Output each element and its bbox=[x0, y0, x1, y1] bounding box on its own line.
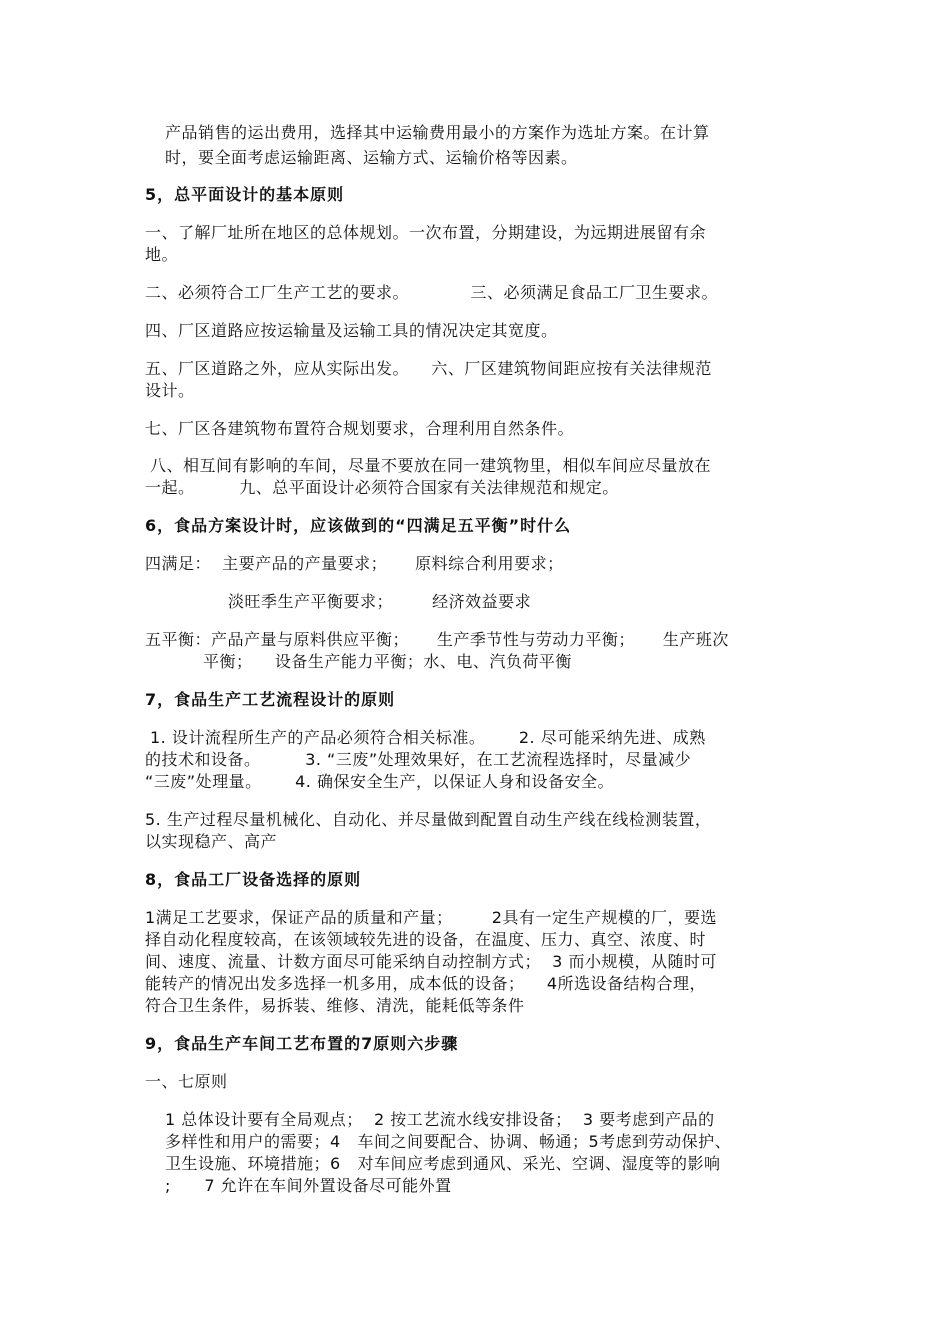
text-line: 四、厂区道路应按运输量及运输工具的情况决定其宽度。 bbox=[145, 321, 558, 340]
text-line: 五、厂区道路之外，应从实际出发。 六、厂区建筑物间距应按有关法律规范 bbox=[145, 359, 712, 378]
section-heading-9: 9，食品生产车间工艺布置的7原则六步骤 bbox=[145, 1034, 459, 1053]
section-heading-7: 7，食品生产工艺流程设计的原则 bbox=[145, 690, 396, 709]
text-line: 时，要全面考虑运输距离、运输方式、运输价格等因素。 bbox=[165, 148, 578, 167]
text-line: 七、厂区各建筑物布置符合规划要求，合理利用自然条件。 bbox=[145, 419, 575, 438]
text-line: 1 总体设计要有全局观点； 2 按工艺流水线安排设备； 3 要考虑到产品的 bbox=[165, 1110, 715, 1129]
text-line: 设计。 bbox=[145, 381, 195, 400]
text-line: 一、七原则 bbox=[145, 1072, 228, 1091]
text-line: 1满足工艺要求，保证产品的质量和产量； 2具有一定生产规模的厂，要选 bbox=[145, 908, 717, 927]
text-line: 产品销售的运出费用，选择其中运输费用最小的方案作为选址方案。在计算 bbox=[165, 123, 710, 142]
text-line: 5. 生产过程尽量机械化、自动化、并尽量做到配置自动生产线在线检测装置， bbox=[145, 810, 712, 829]
text-line: 平衡； 设备生产能力平衡；水、电、汽负荷平衡 bbox=[203, 652, 572, 671]
text-line: 多样性和用户的需要；4 车间之间要配合、协调、畅通；5考虑到劳动保护、 bbox=[165, 1132, 732, 1151]
text-line: 1. 设计流程所生产的产品必须符合相关标准。 2. 尽可能采纳先进、成熟 bbox=[150, 728, 706, 747]
text-line: “三废”处理量。 4. 确保安全生产，以保证人身和设备安全。 bbox=[145, 772, 614, 791]
text-line: 的技术和设备。 3. “三废”处理效果好，在工艺流程选择时，尽量减少 bbox=[145, 750, 692, 769]
text-line: 八、相互间有影响的车间，尽量不要放在同一建筑物里，相似车间应尽量放在 bbox=[150, 456, 712, 475]
text-line: 以实现稳产、高产 bbox=[145, 832, 278, 851]
section-heading-6: 6，食品方案设计时，应该做到的“四满足五平衡”时什么 bbox=[145, 516, 572, 535]
text-line: 一、了解厂址所在地区的总体规划。一次布置，分期建设，为远期进展留有余 bbox=[145, 223, 707, 242]
section-heading-8: 8，食品工厂设备选择的原则 bbox=[145, 870, 362, 889]
text-line: 淡旺季生产平衡要求； 经济效益要求 bbox=[228, 592, 532, 611]
text-line: 卫生设施、环境措施；6 对车间应考虑到通风、采光、空调、湿度等的影响 bbox=[165, 1154, 721, 1173]
text-line: 符合卫生条件，易拆装、维修、清洗，能耗低等条件 bbox=[145, 996, 525, 1015]
text-line: 五平衡：产品产量与原料供应平衡； 生产季节性与劳动力平衡； 生产班次 bbox=[145, 630, 729, 649]
text-line: 二、必须符合工厂生产工艺的要求。 三、必须满足食品工厂卫生要求。 bbox=[145, 283, 718, 302]
text-line: 地。 bbox=[145, 245, 179, 264]
text-line: 一起。 九、总平面设计必须符合国家有关法律规范和规定。 bbox=[145, 478, 619, 497]
section-heading-5: 5，总平面设计的基本原则 bbox=[145, 185, 345, 204]
text-line: 间、速度、流量、计数方面尽可能采纳自动控制方式； 3 而小规模，从随时可 bbox=[145, 952, 717, 971]
text-line: 择自动化程度较高，在该领域较先进的设备，在温度、压力、真空、浓度、时 bbox=[145, 930, 707, 949]
text-line: 四满足： 主要产品的产量要求； 原料综合利用要求； bbox=[145, 554, 564, 573]
text-line: ; 7 允许在车间外置设备尽可能外置 bbox=[165, 1176, 452, 1195]
text-line: 能转产的情况出发多选择一机多用，成本低的设备； 4所选设备结构合理， bbox=[145, 974, 707, 993]
